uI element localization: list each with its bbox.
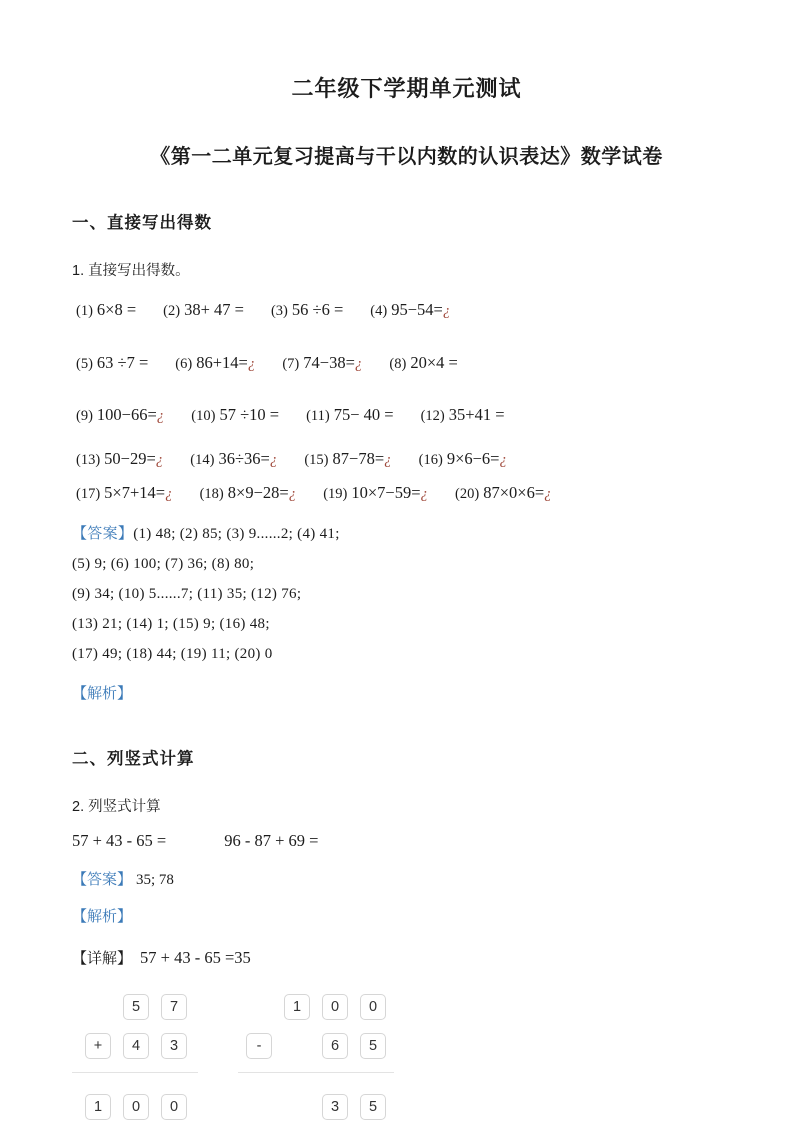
vertical-calc-grids: [72, 994, 741, 1122]
problem-expression: 8×9−28=: [227, 483, 289, 502]
answer-line: (9) 34; (10) 5......7; (11) 35; (12) 76;: [72, 586, 302, 602]
grid-row: [238, 1094, 394, 1120]
problem-number: (7): [282, 356, 300, 372]
problem-number: (11): [306, 408, 330, 424]
problem-number: (9): [76, 408, 93, 424]
problem-expression: 57 ÷10 =: [219, 405, 280, 424]
grid-cell: +: [85, 1033, 111, 1059]
answer-line: (5) 9; (6) 100; (7) 36; (8) 80;: [72, 556, 255, 572]
problem-expression: 87−78=: [332, 449, 385, 468]
grid-cell: 5: [360, 1033, 386, 1059]
problem-item: [455, 483, 552, 503]
problem-number: (2): [163, 303, 181, 319]
grid-row: [238, 1033, 394, 1059]
grid-cell: 3: [161, 1033, 187, 1059]
section2-heading: 二、列竖式计算: [72, 750, 195, 768]
question2-label: 2. 列竖式计算: [72, 799, 161, 815]
problem-number: (6): [175, 356, 193, 372]
answer-text: (1) 48; (2) 85; (3) 9......2; (4) 41;: [133, 526, 340, 542]
answer-label: 【答案】: [72, 526, 134, 542]
problem-number: (1): [76, 303, 93, 319]
answer-label: 【答案】: [72, 871, 133, 888]
subtraction-grid: [238, 994, 394, 1122]
problem-number: (17): [76, 486, 101, 502]
answer-value: 35; 78: [136, 872, 174, 888]
problem-expression: 50−29=: [104, 449, 156, 468]
addition-grid: [72, 994, 198, 1122]
problem-expression: 56 ÷6 =: [291, 300, 344, 319]
problem-item: [175, 353, 255, 373]
grid-cell: 7: [161, 994, 187, 1020]
grid-sum-line: [238, 1072, 394, 1073]
grid-cell-empty: [85, 994, 111, 1020]
problem-expression: 95−54=: [391, 300, 443, 319]
unknown-mark: ¿: [155, 452, 164, 468]
problem-item: [200, 483, 297, 503]
problem-item: [389, 353, 457, 373]
problem-item: [191, 405, 279, 425]
grid-cell: 0: [123, 1094, 149, 1120]
grid-cell: 6: [322, 1033, 348, 1059]
problem-item: [76, 353, 148, 373]
section2-detail: [72, 947, 741, 968]
grid-cell: 0: [322, 994, 348, 1020]
problem-expression: 38+ 47 =: [184, 300, 244, 319]
problem-item: [370, 300, 450, 320]
grid-cell: 1: [284, 994, 310, 1020]
problem-row: [72, 405, 741, 425]
grid-row: [72, 1094, 198, 1120]
problem-item: [304, 449, 391, 469]
problem-number: (20): [455, 486, 480, 502]
problem-row: [72, 353, 741, 373]
problem-item: [76, 483, 173, 503]
problem-expression: 10×7−59=: [351, 483, 421, 502]
problem-number: (18): [199, 486, 224, 502]
unknown-mark: ¿: [156, 408, 165, 424]
problem-number: (4): [370, 303, 388, 319]
problem-item: [282, 353, 362, 373]
grid-cell-empty: [246, 994, 272, 1020]
unknown-mark: ¿: [442, 303, 451, 319]
answer-line: (13) 21; (14) 1; (15) 9; (16) 48;: [72, 616, 270, 632]
problem-expression: 100−66=: [96, 405, 157, 424]
problem-expression: 75− 40 =: [333, 405, 394, 424]
grid-cell: 5: [123, 994, 149, 1020]
detail-text: 57 + 43 - 65 =35: [140, 948, 251, 967]
section1-heading: 一、直接写出得数: [72, 214, 212, 232]
problem-item: [271, 300, 343, 320]
problem-expression: 36÷36=: [218, 449, 270, 468]
unknown-mark: ¿: [499, 452, 507, 468]
problem-item: [306, 405, 394, 425]
answer-line: [72, 519, 741, 549]
problem-list: [72, 300, 741, 503]
grid-cell-empty: [246, 1094, 272, 1120]
problem-item: [323, 483, 428, 503]
vertical-calc-expressions: [72, 831, 741, 851]
problem-number: (12): [420, 408, 445, 424]
section2-analysis-label: 【解析】: [72, 908, 133, 925]
problem-item: [76, 449, 163, 469]
problem-number: (10): [191, 408, 216, 424]
problem-number: (5): [76, 356, 93, 372]
grid-cell: 5: [360, 1094, 386, 1120]
problem-item: [421, 405, 505, 425]
expression: 57 + 43 - 65 =: [72, 831, 167, 850]
problem-expression: 86+14=: [196, 353, 248, 372]
problem-item: [190, 449, 277, 469]
doc-subtitle: 《第一二单元复习提高与干以内数的认识表达》数学试卷: [150, 146, 663, 168]
grid-cell: 0: [161, 1094, 187, 1120]
section1-analysis-label: 【解析】: [72, 685, 133, 702]
problem-expression: 9×6−6=: [446, 449, 500, 468]
unknown-mark: ¿: [384, 452, 392, 468]
grid-row: [238, 994, 394, 1020]
grid-row: [72, 1033, 198, 1059]
problem-expression: 6×8 =: [96, 300, 137, 319]
problem-expression: 63 ÷7 =: [96, 353, 149, 372]
grid-cell: 3: [322, 1094, 348, 1120]
grid-row: [72, 994, 198, 1020]
doc-title: 二年级下学期单元测试: [291, 76, 522, 101]
unknown-mark: ¿: [165, 486, 173, 502]
problem-number: (15): [304, 452, 329, 468]
unknown-mark: ¿: [247, 356, 256, 372]
unknown-mark: ¿: [288, 486, 297, 502]
problem-expression: 87×0×6=: [483, 483, 545, 502]
problem-expression: 20×4 =: [410, 353, 458, 372]
problem-expression: 5×7+14=: [104, 483, 166, 502]
problem-expression: 35+41 =: [448, 405, 505, 424]
unknown-mark: ¿: [269, 452, 278, 468]
grid-cell-empty: [284, 1033, 310, 1059]
problem-expression: 74−38=: [303, 353, 355, 372]
problem-row: [72, 300, 741, 320]
unknown-mark: ¿: [544, 486, 552, 502]
grid-cell: 4: [123, 1033, 149, 1059]
unknown-mark: ¿: [354, 356, 363, 372]
answer-line: (17) 49; (18) 44; (19) 11; (20) 0: [72, 646, 273, 662]
problem-row: [72, 483, 741, 503]
problem-number: (8): [389, 356, 407, 372]
problem-number: (19): [323, 486, 348, 502]
problem-item: [76, 300, 136, 320]
problem-number: (14): [190, 452, 215, 468]
question1-label: 1. 直接写出得数。: [72, 263, 190, 279]
detail-label: 【详解】: [72, 950, 133, 967]
grid-cell: 0: [360, 994, 386, 1020]
problem-item: [163, 300, 244, 320]
grid-cell: -: [246, 1033, 272, 1059]
unknown-mark: ¿: [420, 486, 429, 502]
grid-sum-line: [72, 1072, 198, 1073]
section1-answers: [72, 519, 741, 669]
problem-row: [72, 449, 741, 469]
problem-item: [76, 405, 164, 425]
problem-item: [419, 449, 507, 469]
problem-number: (3): [270, 303, 288, 319]
grid-cell-empty: [284, 1094, 310, 1120]
expression: 96 - 87 + 69 =: [224, 831, 319, 850]
problem-number: (16): [418, 452, 443, 468]
grid-cell: 1: [85, 1094, 111, 1120]
section2-answer: [72, 868, 741, 889]
problem-number: (13): [76, 452, 101, 468]
